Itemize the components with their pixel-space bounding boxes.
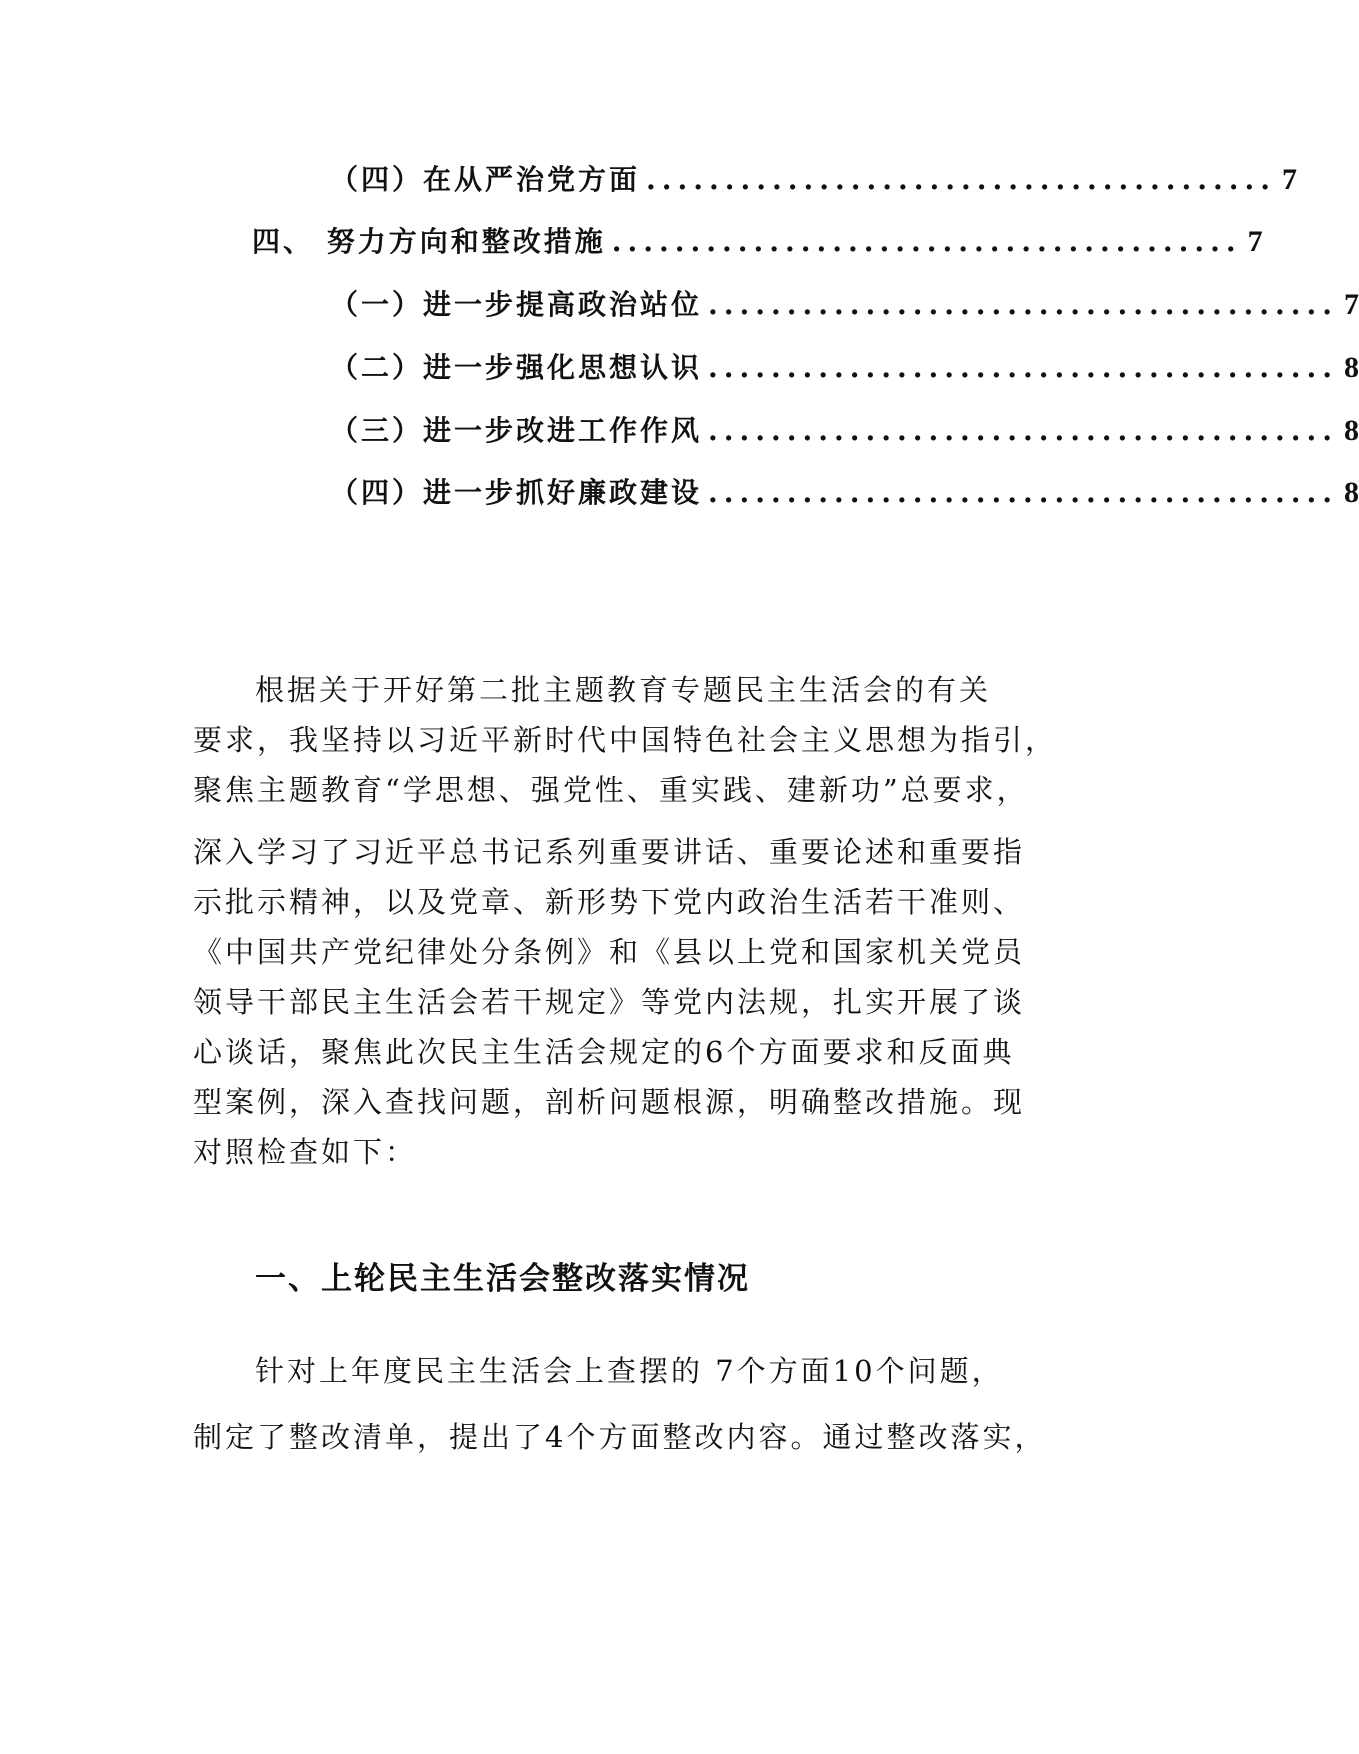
- paragraph-line: 要求，我坚持以习近平新时代中国特色社会主义思想为指引，: [193, 723, 1058, 757]
- toc-leader-dots: ........................................: [708, 288, 1338, 321]
- toc-leader-dots: ........................................: [708, 351, 1338, 384]
- paragraph-line: 心谈话，聚焦此次民主生活会规定的6个方面要求和反面典: [193, 1035, 1015, 1069]
- toc-entry-page: 7: [1247, 225, 1263, 258]
- toc-entry-page: 8: [1343, 351, 1359, 384]
- paragraph-line: 型案例，深入查找问题，剖析问题根源，明确整改措施。现: [193, 1085, 1026, 1119]
- paragraph-line: 针对上年度民主生活会上查摆的 7个方面10个问题，: [255, 1354, 1004, 1388]
- toc-entry-page: 7: [1343, 288, 1359, 321]
- paragraph-line: 深入学习了习近平总书记系列重要讲话、重要论述和重要指: [193, 835, 1026, 869]
- paragraph-line: 《中国共产党纪律处分条例》和《县以上党和国家机关党员: [193, 935, 1026, 969]
- paragraph-line: 领导干部民主生活会若干规定》等党内法规，扎实开展了谈: [193, 985, 1026, 1019]
- section-paragraph: [193, 1338, 1073, 1470]
- paragraph-line: 对照检查如下：: [193, 1135, 418, 1169]
- paragraph-line: 制定了整改清单，提出了4个方面整改内容。通过整改落实，: [193, 1420, 1047, 1454]
- paragraph-line: 示批示精神，以及党章、新形势下党内政治生活若干准则、: [193, 885, 1026, 919]
- toc-entry[interactable]: [330, 285, 1359, 325]
- toc-entry-label: （二）进一步强化思想认识: [330, 351, 703, 384]
- toc-leader-dots: ........................................: [708, 414, 1338, 447]
- toc-entry-label: （三）进一步改进工作作风: [330, 414, 703, 447]
- toc-leader-dots: ........................................: [611, 225, 1242, 258]
- toc-entry-page: 8: [1343, 414, 1359, 447]
- paragraph-line: 根据关于开好第二批主题教育专题民主生活会的有关: [255, 673, 992, 707]
- section-heading: 一、上轮民主生活会整改落实情况: [255, 1261, 750, 1297]
- intro-paragraph: [193, 665, 1073, 1177]
- toc-entry[interactable]: [330, 348, 1359, 388]
- toc-leader-dots: ........................................: [646, 163, 1276, 196]
- toc-entry-page: 7: [1281, 163, 1297, 196]
- toc-entry[interactable]: [330, 411, 1359, 451]
- toc-entry-page: 8: [1343, 476, 1359, 509]
- toc-entry-label: （一）进一步提高政治站位: [330, 288, 703, 321]
- toc-entry-label: （四）进一步抓好廉政建设: [330, 476, 703, 509]
- toc-entry-label: （四）在从严治党方面: [330, 163, 641, 196]
- toc-leader-dots: ........................................: [708, 476, 1338, 509]
- toc-entry[interactable]: [330, 473, 1359, 513]
- paragraph-line: 聚焦主题教育“学思想、强党性、重实践、建新功”总要求，: [193, 773, 1029, 807]
- toc-entry[interactable]: [252, 222, 1263, 262]
- toc-entry-label: 四、 努力方向和整改措施: [252, 225, 606, 258]
- toc-entry[interactable]: [330, 160, 1297, 200]
